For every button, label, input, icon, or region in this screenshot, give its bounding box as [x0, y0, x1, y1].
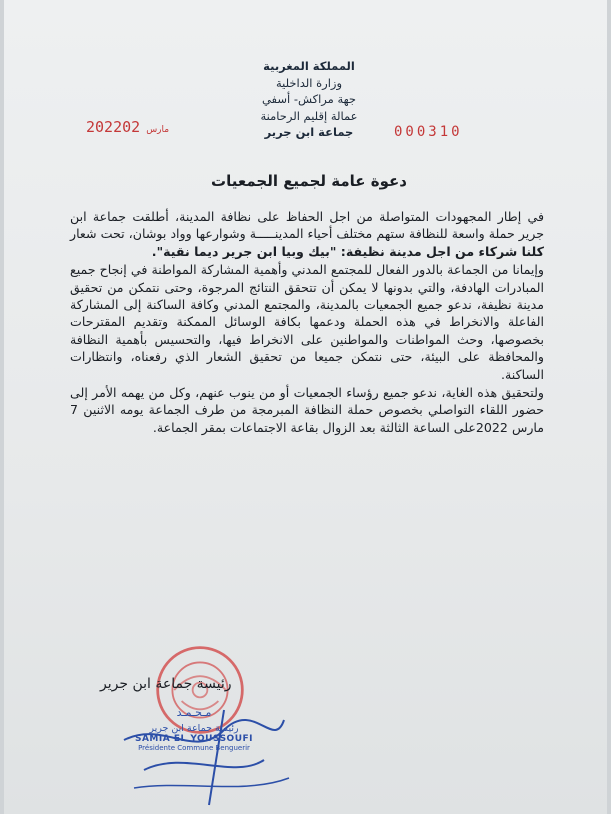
paragraph-1-text: في إطار المجهودات المتواصلة من اجل الحفاظ على نظافة المدينة، أطلقت جماعة ابن جرير حملة واسعة للنظافة ستهم مختلف أحياء المدينـــــة وشوارعها وواد بوشان، تحت شعار	[70, 209, 544, 242]
stamp-arabic-top: مـحـمـد	[176, 706, 212, 719]
signer-name: SAMIA EL YOUSSOUFI	[134, 734, 254, 744]
date-year: 2022	[86, 118, 123, 136]
province-line: عمالة إقليم الرحامنة	[260, 108, 358, 123]
date-stamp	[86, 118, 175, 136]
stamp-arabic-name: رئيسة جماعة ابن جرير	[149, 723, 239, 734]
date-day: 02	[122, 118, 141, 136]
region-line: جهة مراكش- أسفي	[261, 92, 357, 106]
signer-role: Présidente Commune Benguerir	[138, 744, 250, 752]
date-month: مارس	[146, 125, 170, 135]
signer-title: رئيسة جماعة ابن جرير	[100, 676, 232, 692]
document-page	[4, 0, 607, 814]
campaign-slogan: كلنا شركاء من اجل مدينة نظيفة: "بيك وبيا ابن جرير ديما نقية".	[151, 243, 544, 259]
commune-line: جماعة ابن جرير	[264, 125, 354, 139]
paragraph-3: ولتحقيق هذه الغاية، ندعو جميع رؤساء الجمعيات أو من ينوب عنهم، وكل من يهمه الأمر إلى حضور اللقاء التواصلي بخصوص حملة النظافة المبرمجة من طرف الجماعة يومه الاثنين 7 مارس 2022على الساعة الثالثة بعد الزوال بقاعة الاجتماعات بمقر الجماعة.	[70, 385, 544, 435]
reference-number: 000310	[394, 124, 463, 140]
paragraph-1	[70, 208, 544, 260]
handwritten-signature	[104, 700, 304, 810]
letter-body	[70, 208, 544, 437]
ministry-line: وزارة الداخلية	[275, 75, 343, 90]
kingdom-line: المملكة المغربية	[263, 59, 355, 73]
letterhead	[204, 58, 414, 141]
paragraph-2: وإيمانا من الجماعة بالدور الفعال للمجتمع المدني وأهمية المشاركة المواطنة في إنجاح جميع المبادرات الهادفة، والتي بدونها لا يمكن أن تتحقق النتائج المرجوة، وحتى نتمكن من تحقيق مدينة نظيفة، ندعو جميع الجمعيات بالمدينة، والمجتمع المدني وكافة الساكنة إلى المشاركة الفاعلة والانخراط في هذه الحملة ودعمها بكافة الوسائل الممكنة وتقديم المقترحات بخصوصها، وحث المواطنات والمواطنين على الانخراط فيها، والتحسيس بأهمية النظافة والمحافظة على البيئة، حتى نتمكن جميعا من تحقيق الشعار الذي رفعناه، وانتظارات الساكنة.	[70, 262, 544, 382]
document-title: دعوة عامة لجميع الجمعيات	[211, 172, 407, 190]
